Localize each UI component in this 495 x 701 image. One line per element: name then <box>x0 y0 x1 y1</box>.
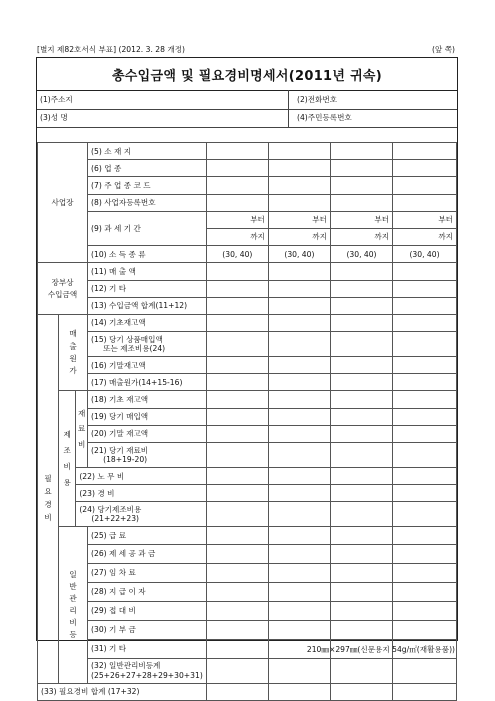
row-period-from <box>38 211 457 228</box>
cell[interactable] <box>268 683 330 700</box>
industry-label: (6) 업 종 <box>88 160 207 177</box>
cell[interactable] <box>393 502 457 527</box>
row-donation <box>38 620 457 639</box>
period-label: (9) 과 세 기 간 <box>88 211 207 245</box>
name-label: (3)성 명 <box>40 113 68 122</box>
cell[interactable] <box>268 143 330 160</box>
cell[interactable] <box>206 332 268 357</box>
cell[interactable] <box>268 582 330 601</box>
row-overhead <box>38 485 457 502</box>
cell[interactable] <box>206 658 268 683</box>
income-type-label: (10) 소 득 종 류 <box>88 246 207 263</box>
row-cogs <box>38 374 457 391</box>
cell[interactable] <box>330 194 392 211</box>
cell[interactable] <box>330 374 392 391</box>
row-interest <box>38 582 457 601</box>
row-taxes <box>38 544 457 563</box>
overhead-label: (23) 경 비 <box>76 485 206 502</box>
cell[interactable] <box>206 194 268 211</box>
etc-label: (31) 기 타 <box>88 639 207 658</box>
cell[interactable] <box>268 502 330 527</box>
entertain-label: (29) 접 대 비 <box>88 601 207 620</box>
cell[interactable] <box>268 468 330 485</box>
cell[interactable] <box>330 391 392 408</box>
cell[interactable] <box>206 357 268 374</box>
cell[interactable] <box>330 177 392 194</box>
row-purchases <box>38 332 457 357</box>
cell[interactable] <box>393 527 457 544</box>
cell[interactable] <box>330 658 392 683</box>
cell[interactable] <box>268 408 330 425</box>
donation-label: (30) 기 부 금 <box>88 620 207 639</box>
cell[interactable] <box>206 177 268 194</box>
labor-label: (22) 노 무 비 <box>76 468 206 485</box>
page-side-label: (앞 쪽) <box>431 45 455 54</box>
cell[interactable] <box>330 160 392 177</box>
row-ledger-total <box>38 297 457 314</box>
cell[interactable] <box>393 194 457 211</box>
cell[interactable] <box>393 425 457 442</box>
address-label: (1)주소지 <box>40 95 73 104</box>
cell[interactable] <box>206 160 268 177</box>
cell[interactable] <box>268 601 330 620</box>
cell[interactable] <box>330 544 392 563</box>
cell[interactable] <box>393 332 457 357</box>
cell[interactable] <box>206 443 268 468</box>
cell[interactable] <box>330 314 392 331</box>
cell[interactable] <box>268 527 330 544</box>
row-admin-total <box>38 658 457 683</box>
row-mat-purchase <box>38 408 457 425</box>
cell[interactable] <box>393 297 457 314</box>
phone-label: (2)전화번호 <box>297 95 338 104</box>
cogs-group-label: 매 출 원 가 <box>59 314 88 391</box>
cell[interactable] <box>330 485 392 502</box>
income-type-3: (30, 40) <box>330 246 392 263</box>
row-sales <box>38 263 457 280</box>
cell[interactable] <box>330 297 392 314</box>
period-from-1[interactable]: 부터 <box>206 211 268 228</box>
row-end-inv <box>38 357 457 374</box>
income-type-4: (30, 40) <box>393 246 457 263</box>
interest-label: (28) 지 급 이 자 <box>88 582 207 601</box>
cell[interactable] <box>393 160 457 177</box>
cell[interactable] <box>393 408 457 425</box>
cell[interactable] <box>206 601 268 620</box>
cogs-label: (17) 매출원가(14+15-16) <box>88 374 207 391</box>
form-note: [별지 제82호서식 부표] (2012. 3. 28 개정) <box>37 45 185 54</box>
cell[interactable] <box>393 601 457 620</box>
period-from-2[interactable]: 부터 <box>268 211 330 228</box>
row-salary <box>38 527 457 544</box>
cell[interactable] <box>268 443 330 468</box>
cell[interactable] <box>393 620 457 639</box>
cell[interactable] <box>206 408 268 425</box>
row-mat-cost <box>38 443 457 468</box>
row-mfg-total <box>38 502 457 527</box>
cell[interactable] <box>330 443 392 468</box>
mat-end-label: (20) 기말 재고액 <box>88 425 207 442</box>
period-to-4[interactable]: 까지 <box>393 228 457 245</box>
cell[interactable] <box>206 468 268 485</box>
income-type-2: (30, 40) <box>268 246 330 263</box>
cell[interactable] <box>206 582 268 601</box>
mfg-total-label: (24) 당기제조비용 (21+22+23) <box>76 502 206 527</box>
ledger-group-label: 장부상 수입금액 <box>38 263 88 315</box>
row-rent <box>38 563 457 582</box>
business-group-label: 사업장 <box>38 143 88 263</box>
cell[interactable] <box>268 425 330 442</box>
cell[interactable] <box>268 357 330 374</box>
cell[interactable] <box>330 601 392 620</box>
sales-label: (11) 매 출 액 <box>88 263 207 280</box>
cell[interactable] <box>330 620 392 639</box>
cell[interactable] <box>393 374 457 391</box>
period-to-2[interactable]: 까지 <box>268 228 330 245</box>
resident-no-label: (4)주민등록번호 <box>297 113 352 122</box>
material-group-label: 재 료 비 <box>76 391 88 468</box>
cell[interactable] <box>206 544 268 563</box>
cell[interactable] <box>268 280 330 297</box>
cell[interactable] <box>393 314 457 331</box>
cell[interactable] <box>268 263 330 280</box>
cell[interactable] <box>330 357 392 374</box>
cell[interactable] <box>206 374 268 391</box>
cell[interactable] <box>206 620 268 639</box>
cell[interactable] <box>206 143 268 160</box>
location-label: (5) 소 재 지 <box>88 143 207 160</box>
cell[interactable] <box>206 527 268 544</box>
cell[interactable] <box>206 502 268 527</box>
income-type-1: (30, 40) <box>206 246 268 263</box>
cell[interactable] <box>330 683 392 700</box>
row-industry-code <box>38 177 457 194</box>
cell[interactable] <box>393 280 457 297</box>
cell[interactable] <box>393 563 457 582</box>
cell[interactable] <box>268 297 330 314</box>
row-income-type <box>38 246 457 263</box>
cell[interactable] <box>268 658 330 683</box>
cell[interactable] <box>330 408 392 425</box>
mat-purchase-label: (19) 당기 매입액 <box>88 408 207 425</box>
row-mat-begin <box>38 391 457 408</box>
cell[interactable] <box>206 563 268 582</box>
form-title: 총수입금액 및 필요경비명세서(2011년 귀속) <box>37 58 457 91</box>
period-from-4[interactable]: 부터 <box>393 211 457 228</box>
cell[interactable] <box>330 425 392 442</box>
cell[interactable] <box>206 280 268 297</box>
cell[interactable] <box>206 425 268 442</box>
cell[interactable] <box>268 332 330 357</box>
cell[interactable] <box>330 280 392 297</box>
cell[interactable] <box>268 314 330 331</box>
cell[interactable] <box>393 357 457 374</box>
cell[interactable] <box>330 332 392 357</box>
cell[interactable] <box>393 485 457 502</box>
cell[interactable] <box>206 314 268 331</box>
cell[interactable] <box>206 485 268 502</box>
cell[interactable] <box>393 443 457 468</box>
cell[interactable] <box>268 177 330 194</box>
row-mat-end <box>38 425 457 442</box>
cell[interactable] <box>330 563 392 582</box>
cell[interactable] <box>393 658 457 683</box>
cell[interactable] <box>206 297 268 314</box>
cell[interactable] <box>330 527 392 544</box>
cell[interactable] <box>268 194 330 211</box>
mfg-group-label: 제 조 비 용 <box>59 391 76 527</box>
salary-label: (25) 급 료 <box>88 527 207 544</box>
cell[interactable] <box>393 544 457 563</box>
cell[interactable] <box>330 263 392 280</box>
cell[interactable] <box>268 563 330 582</box>
cell[interactable] <box>393 468 457 485</box>
row-labor <box>38 468 457 485</box>
grand-total-label: (33) 필요경비 합계 (17+32) <box>38 683 207 700</box>
row-reg-no <box>38 194 457 211</box>
row-begin-inv <box>38 314 457 331</box>
begin-inv-label: (14) 기초재고액 <box>88 314 207 331</box>
cell[interactable] <box>268 374 330 391</box>
cell[interactable] <box>268 160 330 177</box>
cell[interactable] <box>268 544 330 563</box>
cell[interactable] <box>268 620 330 639</box>
industry-code-label: (7) 주 업 종 코 드 <box>88 177 207 194</box>
row-industry <box>38 160 457 177</box>
taxes-label: (26) 제 세 공 과 금 <box>88 544 207 563</box>
period-from-3[interactable]: 부터 <box>330 211 392 228</box>
cell[interactable] <box>393 177 457 194</box>
cell[interactable] <box>206 263 268 280</box>
cell[interactable] <box>330 502 392 527</box>
row-ledger-other <box>38 280 457 297</box>
cell[interactable] <box>393 683 457 700</box>
row-entertain <box>38 601 457 620</box>
cell[interactable] <box>393 582 457 601</box>
cell[interactable] <box>393 391 457 408</box>
ledger-total-label: (13) 수입금액 합계(11+12) <box>88 297 207 314</box>
cell[interactable] <box>330 143 392 160</box>
ledger-other-label: (12) 기 타 <box>88 280 207 297</box>
cell[interactable] <box>330 582 392 601</box>
expenses-group-label: 필 요 경 비 <box>38 314 59 683</box>
end-inv-label: (16) 기말재고액 <box>88 357 207 374</box>
period-to-3[interactable]: 까지 <box>330 228 392 245</box>
purchases-label: (15) 당기 상품매입액 또는 제조비용(24) <box>88 332 207 357</box>
row-location <box>38 143 457 160</box>
reg-no-label: (8) 사업자등록번호 <box>88 194 207 211</box>
cell[interactable] <box>206 639 268 658</box>
rent-label: (27) 임 차 료 <box>88 563 207 582</box>
admin-total-label: (32) 일반관리비등계 (25+26+27+28+29+30+31) <box>88 658 207 683</box>
paper-spec: 210㎜×297㎜(신문용지 54g/㎡(재활용품)) <box>306 645 455 654</box>
cell[interactable] <box>268 485 330 502</box>
cell[interactable] <box>268 391 330 408</box>
detail-table <box>37 142 457 701</box>
row-grand-total <box>38 683 457 700</box>
cell[interactable] <box>330 468 392 485</box>
cell[interactable] <box>206 683 268 700</box>
period-to-1[interactable]: 까지 <box>206 228 268 245</box>
mat-begin-label: (18) 기초 재고액 <box>88 391 207 408</box>
cell[interactable] <box>206 391 268 408</box>
cell[interactable] <box>393 143 457 160</box>
admin-group-label: 일 반 관 리 비 등 <box>59 527 88 683</box>
mat-cost-label: (21) 당기 재료비 (18+19-20) <box>88 443 207 468</box>
cell[interactable] <box>393 263 457 280</box>
